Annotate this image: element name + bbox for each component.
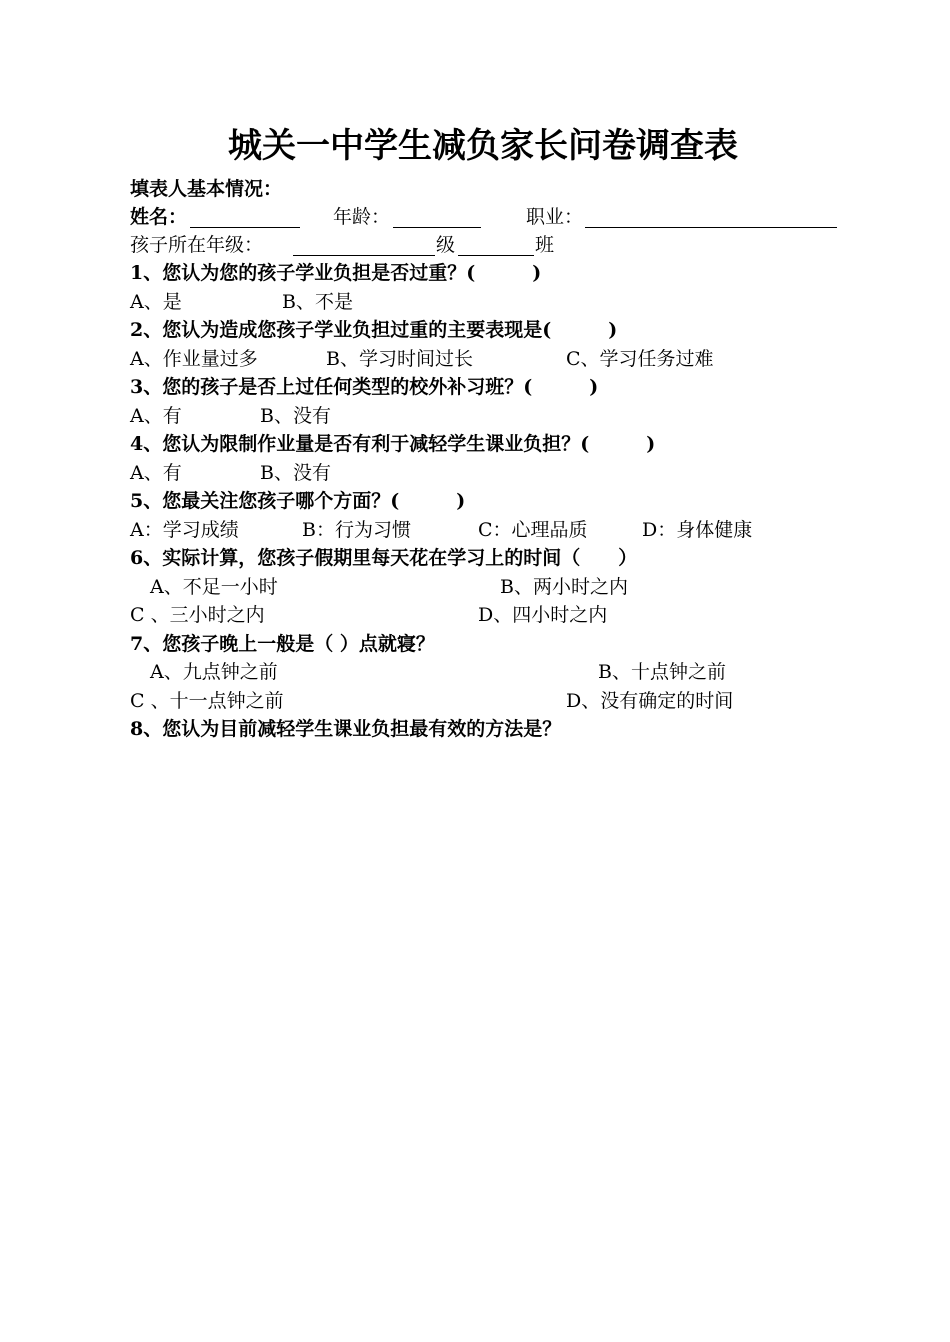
option-d[interactable]: D：身体健康 (642, 519, 753, 541)
page-title: 城关一中学生减负家长问卷调查表 (228, 126, 738, 166)
option-c[interactable]: C 、十一点钟之前 (130, 690, 284, 712)
option-d[interactable]: D、没有确定的时间 (566, 690, 734, 712)
job-blank[interactable] (585, 207, 837, 228)
option-a[interactable]: A、有 (130, 462, 182, 484)
option-a[interactable]: A、是 (130, 291, 182, 313)
question-7-options-row-2 (130, 687, 770, 715)
question-4-options (130, 459, 530, 487)
option-b[interactable]: B：行为习惯 (302, 519, 411, 541)
option-c[interactable]: C、学习任务过难 (566, 348, 714, 370)
option-c[interactable]: C：心理品质 (478, 519, 588, 541)
question-2: 2、您认为造成您孩子学业负担过重的主要表现是( ) (130, 319, 618, 341)
question-2-options (130, 345, 770, 373)
name-blank[interactable] (190, 207, 300, 228)
option-a[interactable]: A、九点钟之前 (150, 661, 278, 683)
question-3: 3、您的孩子是否上过任何类型的校外补习班？( ) (130, 376, 599, 398)
option-b[interactable]: B、没有 (260, 462, 331, 484)
question-1: 1、您认为您的孩子学业负担是否过重？( ) (130, 262, 542, 284)
grade-unit: 级 (436, 234, 456, 256)
grade-blank[interactable] (293, 235, 435, 256)
question-1-options (130, 288, 530, 316)
class-blank[interactable] (458, 235, 534, 256)
question-4: 4、您认为限制作业量是否有利于减轻学生课业负担？( ) (130, 433, 656, 455)
question-6-options-row-2 (130, 601, 690, 629)
age-blank[interactable] (393, 207, 481, 228)
question-6: 6、实际计算，您孩子假期里每天花在学习上的时间（ ） (130, 547, 638, 569)
option-a[interactable]: A、有 (130, 405, 182, 427)
job-label: 职业： (526, 206, 584, 228)
option-a[interactable]: A、不足一小时 (150, 576, 278, 598)
grade-row (130, 231, 630, 259)
option-a[interactable]: A、作业量过多 (130, 348, 258, 370)
question-3-options (130, 402, 530, 430)
option-b[interactable]: B、没有 (260, 405, 331, 427)
grade-label: 孩子所在年级： (130, 234, 264, 256)
question-7-options-row-1 (130, 658, 770, 686)
question-5: 5、您最关注您孩子哪个方面？( ) (130, 490, 466, 512)
basic-info-heading: 填表人基本情况： (130, 178, 283, 200)
option-d[interactable]: D、四小时之内 (478, 604, 608, 626)
question-5-options (130, 516, 810, 544)
class-unit: 班 (535, 234, 555, 256)
basic-info-row (130, 203, 840, 231)
option-b[interactable]: B、两小时之内 (500, 576, 628, 598)
option-b[interactable]: B、不是 (282, 291, 353, 313)
option-c[interactable]: C 、三小时之内 (130, 604, 265, 626)
option-a[interactable]: A：学习成绩 (130, 519, 239, 541)
name-label: 姓名： (130, 206, 188, 228)
age-label: 年龄： (333, 206, 391, 228)
question-6-options-row-1 (130, 573, 690, 601)
question-7: 7、您孩子晚上一般是（ ）点就寝？ (130, 633, 435, 655)
option-b[interactable]: B、学习时间过长 (326, 348, 473, 370)
question-8: 8、您认为目前减轻学生课业负担最有效的方法是？ (130, 718, 562, 740)
option-b[interactable]: B、十点钟之前 (598, 661, 726, 683)
